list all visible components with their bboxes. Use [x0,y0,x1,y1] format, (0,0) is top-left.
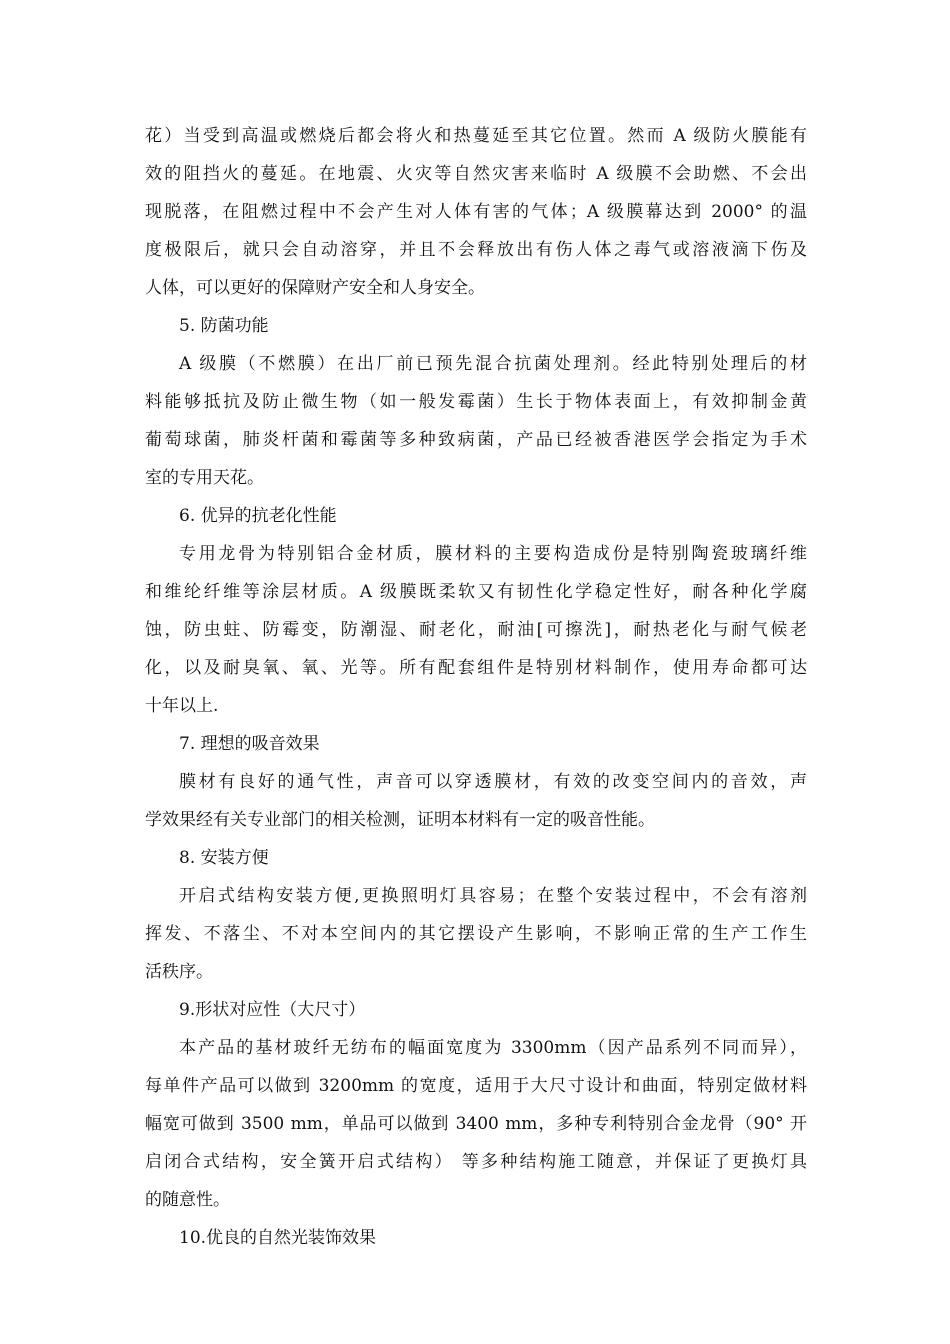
text-line: 幅宽可做到 3500 mm，单品可以做到 3400 mm，多种专利特别合金龙骨（90° 开 [145,1114,807,1134]
text-line: 开启式结构安装方便,更换照明灯具容易；在整个安装过程中，不会有溶剂 [179,886,807,906]
body-text [145,117,807,1257]
text-line: 效的阻挡火的蔓延。在地震、火灾等自然灾害来临时 A 级膜不会助燃、不会出 [145,164,807,184]
text-line: 的随意性。 [145,1190,230,1210]
text-line: 度极限后，就只会自动溶穿，并且不会释放出有伤人体之毒气或溶液滴下伤及 [145,240,807,260]
text-line: 专用龙骨为特别铝合金材质，膜材料的主要构造成份是特别陶瓷玻璃纤维 [179,544,807,564]
text-line: 室的专用天花。 [145,468,264,488]
text-line: 现脱落，在阻燃过程中不会产生对人体有害的气体；A 级膜幕达到 2000° 的温 [145,202,807,222]
text-line: 每单件产品可以做到 3200mm 的宽度，适用于大尺寸设计和曲面，特别定做材料 [145,1076,807,1096]
text-line: 人体，可以更好的保障财产安全和人身安全。 [145,278,485,298]
text-line: 膜材有良好的通气性，声音可以穿透膜材，有效的改变空间内的音效，声 [179,772,807,792]
text-line: 料能够抵抗及防止微生物（如一般发霉菌）生长于物体表面上，有效抑制金黄 [145,392,807,412]
text-line: 本产品的基材玻纤无纺布的幅面宽度为 3300mm（因产品系列不同而异）， [179,1038,807,1058]
text-line: 化，以及耐臭氧、氧、光等。所有配套组件是特别材料制作，使用寿命都可达 [145,658,807,678]
text-line: 活秩序。 [145,962,213,982]
section-heading: 6. 优异的抗老化性能 [179,506,337,526]
section-heading: 8. 安装方便 [179,848,269,868]
text-line: 学效果经有关专业部门的相关检测，证明本材料有一定的吸音性能。 [145,810,655,830]
text-line: 挥发、不落尘、不对本空间内的其它摆设产生影响，不影响正常的生产工作生 [145,924,807,944]
section-heading: 9.形状对应性（大尺寸） [179,1000,366,1020]
text-line: 启闭合式结构，安全簧开启式结构） 等多种结构施工随意，并保证了更换灯具 [145,1152,807,1172]
section-heading: 10.优良的自然光装饰效果 [179,1228,377,1248]
text-line: 和维纶纤维等涂层材质。A 级膜既柔软又有韧性化学稳定性好，耐各种化学腐 [145,582,807,602]
section-heading: 5. 防菌功能 [179,316,269,336]
text-line: 花）当受到高温或燃烧后都会将火和热蔓延至其它位置。然而 A 级防火膜能有 [145,126,807,146]
text-line: 葡萄球菌，肺炎杆菌和霉菌等多种致病菌，产品已经被香港医学会指定为手术 [145,430,807,450]
text-line: 蚀，防虫蛀、防霉变，防潮湿、耐老化，耐油[可擦洗]，耐热老化与耐气候老 [145,620,807,640]
text-line: 十年以上. [145,696,219,716]
text-line: A 级膜（不燃膜）在出厂前已预先混合抗菌处理剂。经此特别处理后的材 [179,354,807,374]
section-heading: 7. 理想的吸音效果 [179,734,320,754]
